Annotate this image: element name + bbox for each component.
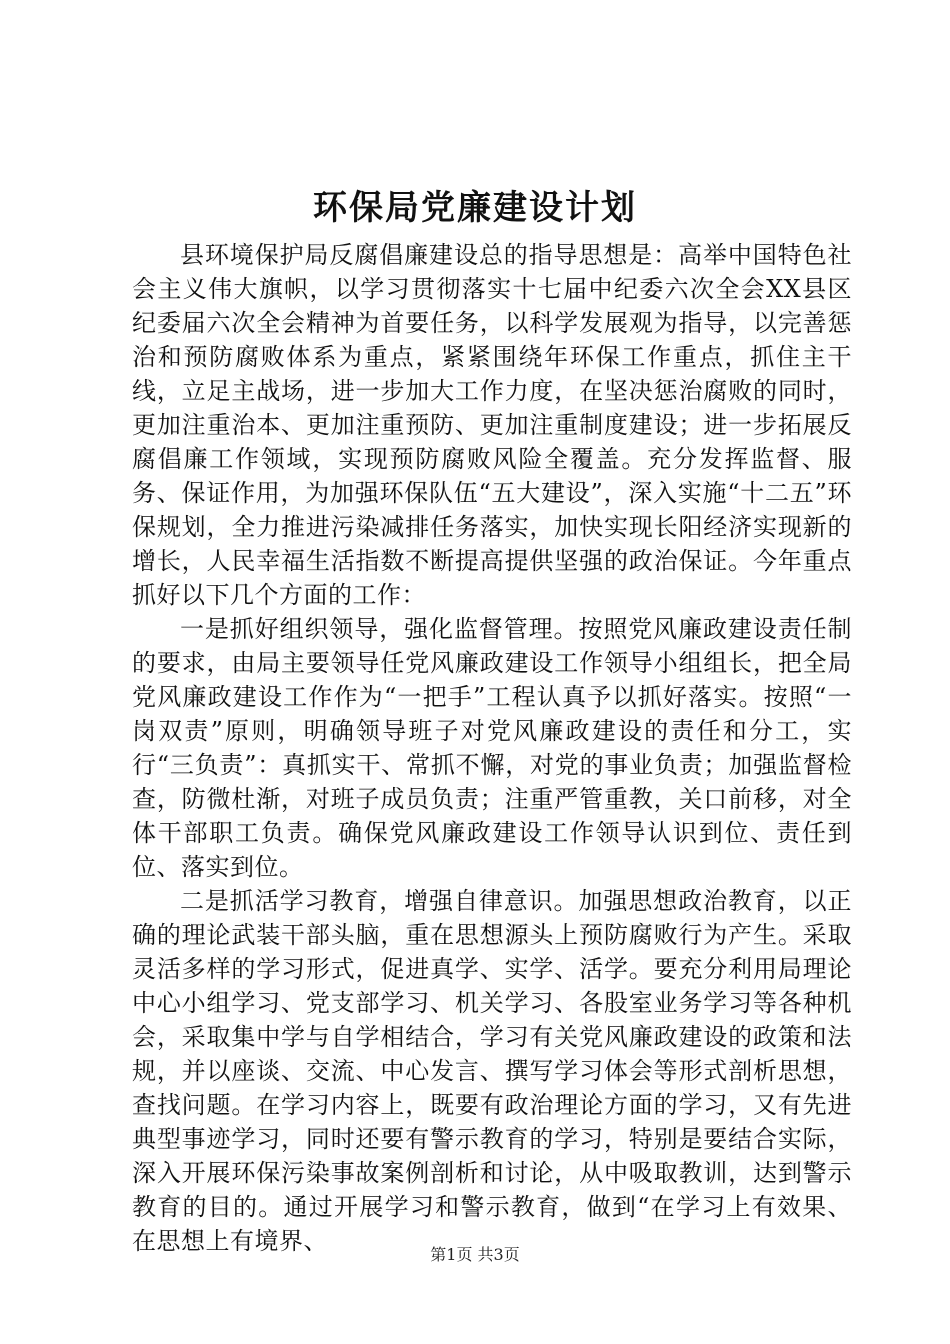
paragraph-guiding-thought: 县环境保护局反腐倡廉建设总的指导思想是：高举中国特色社会主义伟大旗帜，以学习贯彻落实十七届中纪委六次全会XX县区纪委届六次全会精神为首要任务，以科学发展观为指导，以完善惩治和预防腐败体系为重点，紧紧围绕年环保工作重点，抓住主干线，立足主战场，进一步加大工作力度，在坚决惩治腐败的同时，更加注重治本、更加注重预防、更加注重制度建设；进一步拓展反腐倡廉工作领域，实现预防腐败风险全覆盖。充分发挥监督、服务、保证作用，为加强环保队伍“五大建设”，深入实施“十二五”环保规划，全力推进污染减排任务落实，加快实现长阳经济实现新的增长，人民幸福生活指数不断提高提供坚强的政治保证。今年重点抓好以下几个方面的工作： bbox=[132, 241, 852, 609]
paragraph-organization-leadership: 一是抓好组织领导，强化监督管理。按照党风廉政建设责任制的要求，由局主要领导任党风廉政建设工作领导小组组长，把全局党风廉政建设工作作为“一把手”工程认真予以抓好落实。按照“一岗双责”原则，明确领导班子对党风廉政建设的责任和分工，实行“三负责”：真抓实干、常抓不懈，对党的事业负责；加强监督检查，防微杜渐，对班子成员负责；注重严管重教，关口前移，对全体干部职工负责。确保党风廉政建设工作领导认识到位、责任到位、落实到位。 bbox=[132, 615, 852, 881]
document-title: 环保局党廉建设计划 bbox=[313, 188, 637, 228]
document-body bbox=[132, 238, 852, 1258]
paragraph-study-education: 二是抓活学习教育，增强自律意识。加强思想政治教育，以正确的理论武装干部头脑，重在思想源头上预防腐败行为产生。采取灵活多样的学习形式，促进真学、实学、活学。要充分利用局理论中心小组学习、党支部学习、机关学习、各股室业务学习等各种机会，采取集中学与自学相结合，学习有关党风廉政建设的政策和法规，并以座谈、交流、中心发言、撰写学习体会等形式剖析思想，查找问题。在学习内容上，既要有政治理论方面的学习，又有先进典型事迹学习，同时还要有警示教育的学习，特别是要结合实际，深入开展环保污染事故案例剖析和讨论，从中吸取教训，达到警示教育的目的。通过开展学习和警示教育，做到“在学习上有效果、在思想上有境界、 bbox=[132, 887, 852, 1255]
page-number-footer: 第1页 共3页 bbox=[430, 1245, 520, 1264]
